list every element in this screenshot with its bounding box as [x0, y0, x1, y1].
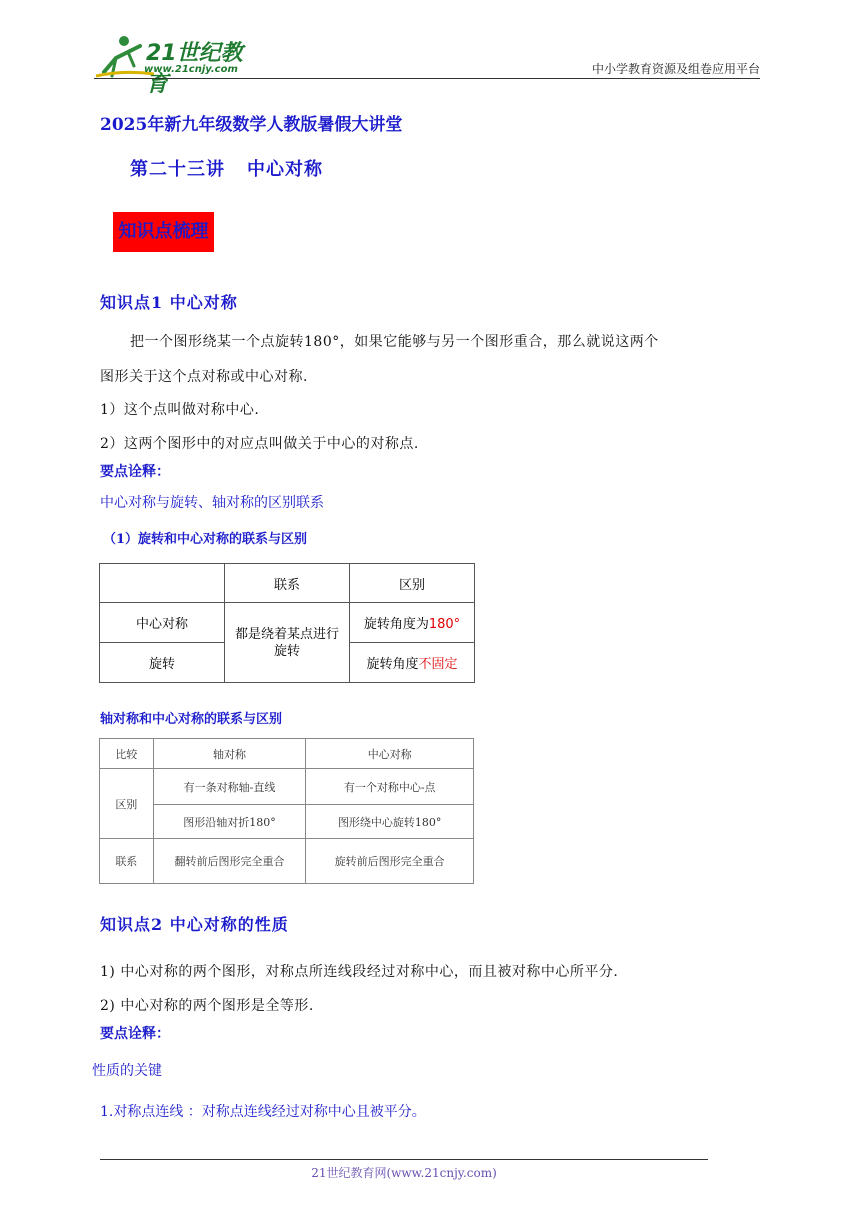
- lecture-topic: 中心对称: [247, 159, 323, 180]
- kp2-item2: 2) 中心对称的两个图形是全等形.: [100, 998, 314, 1014]
- logo-text: 21世纪教育: [146, 41, 243, 97]
- key-title: 性质的关键: [92, 1063, 162, 1079]
- table1-row2-difference: 旋转角度不固定: [350, 643, 475, 683]
- table2-cell: 有一条对称轴-直线: [153, 769, 306, 805]
- subsection-2: 轴对称和中心对称的联系与区别: [100, 712, 283, 727]
- lecture-title: [130, 155, 323, 181]
- kp1-item1: 1）这个点叫做对称中心.: [100, 402, 260, 418]
- kp1-para-line1: 把一个图形绕某一个点旋转180°，如果它能够与另一个图形重合，那么就说这两个: [130, 334, 659, 350]
- table1-row-central-symmetry: 中心对称: [100, 603, 225, 643]
- section-tag: 知识点梳理: [113, 212, 214, 252]
- kp1-heading: 知识点1 中心对称: [100, 293, 238, 312]
- kp1-para-line2: 图形关于这个点对称或中心对称.: [100, 369, 308, 385]
- logo-url: www.21cnjy.com: [144, 64, 238, 75]
- table1-row-rotation: 旋转: [100, 643, 225, 683]
- site-logo: [94, 32, 264, 97]
- table2-difference-label: 区别: [100, 769, 154, 839]
- table1-header-empty: [100, 564, 225, 603]
- key-point-1: 1.对称点连线 ：对称点连线经过对称中心且被平分。: [100, 1104, 426, 1120]
- table2-cell: 旋转前后图形完全重合: [306, 839, 474, 884]
- table2-header-axial: 轴对称: [153, 739, 306, 769]
- table2-cell: 图形沿轴对折180°: [153, 805, 306, 839]
- subsection-1: （1）旋转和中心对称的联系与区别: [103, 532, 308, 547]
- rotation-comparison-table: [99, 563, 475, 683]
- kp2-heading: 知识点2 中心对称的性质: [100, 915, 289, 934]
- table2-header-compare: 比较: [100, 739, 154, 769]
- axis-central-comparison-table: [99, 738, 474, 884]
- table2-cell: 图形绕中心旋转180°: [306, 805, 474, 839]
- table1-header-difference: 区别: [350, 564, 475, 603]
- table2-header-central: 中心对称: [306, 739, 474, 769]
- table1-shared-relation: 都是绕着某点进行旋转: [225, 603, 350, 683]
- kp1-item2: 2）这两个图形中的对应点叫做关于中心的对称点.: [100, 436, 419, 452]
- relation-title: 中心对称与旋转、轴对称的区别联系: [100, 495, 324, 511]
- header-divider: [94, 78, 760, 79]
- table2-cell: 翻转前后图形完全重合: [153, 839, 306, 884]
- table2-cell: 有一个对称中心-点: [306, 769, 474, 805]
- table1-header-relation: 联系: [225, 564, 350, 603]
- table2-relation-label: 联系: [100, 839, 154, 884]
- footer-text: 21世纪教育网(www.21cnjy.com): [311, 1166, 497, 1180]
- kp1-note-label: 要点诠释：: [100, 464, 170, 480]
- footer-divider: [100, 1159, 708, 1160]
- kp2-note-label: 要点诠释：: [100, 1026, 170, 1042]
- kp2-item1: 1) 中心对称的两个图形，对称点所连线段经过对称中心，而且被对称中心所平分.: [100, 964, 619, 980]
- document-title: 2025年新九年级数学人教版暑假大讲堂: [100, 115, 403, 135]
- table1-row1-difference: 旋转角度为180°: [350, 603, 475, 643]
- platform-name: 中小学教育资源及组卷应用平台: [591, 62, 760, 76]
- lecture-number: 第二十三讲: [130, 159, 225, 180]
